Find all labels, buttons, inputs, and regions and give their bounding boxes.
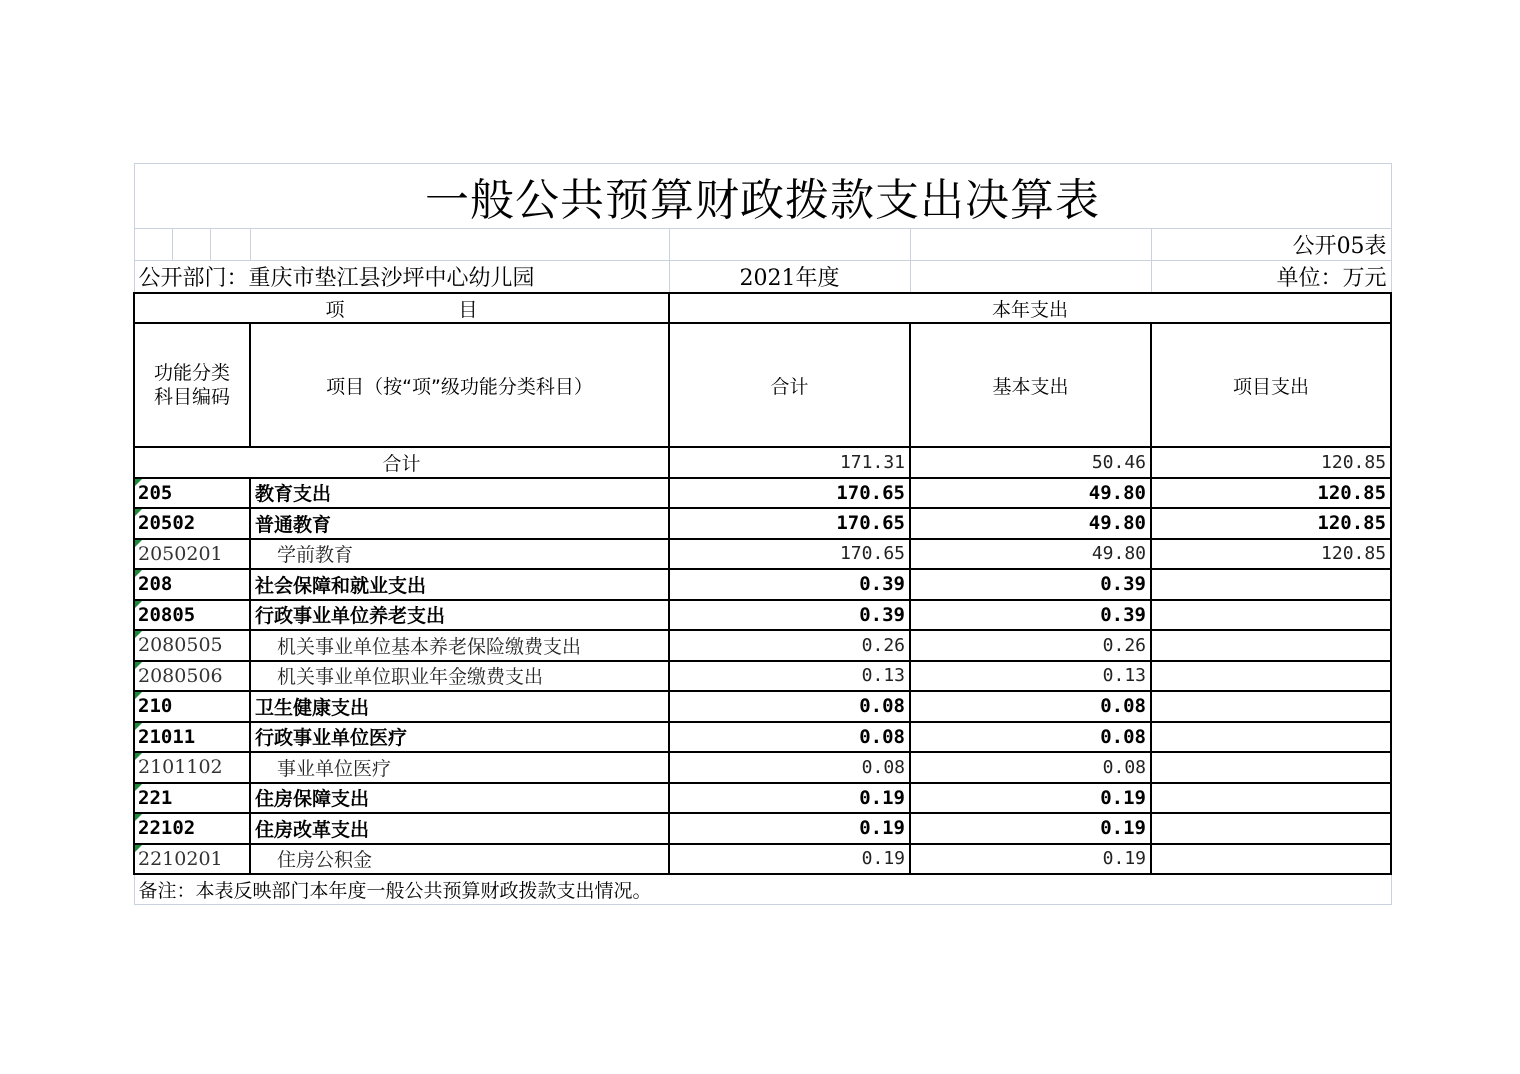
table-row	[134, 661, 1391, 692]
blank-cell	[134, 229, 172, 261]
table-row	[134, 478, 1391, 509]
row-code	[134, 600, 250, 631]
row-code-text: 22102	[138, 817, 196, 840]
row-project	[1151, 661, 1391, 692]
row-name: 卫生健康支出	[250, 691, 669, 722]
cell-marker-icon	[135, 814, 142, 821]
header-expense: 本年支出	[669, 293, 1391, 323]
unit-label: 单位：万元	[1151, 261, 1391, 294]
row-name: 事业单位医疗	[250, 752, 669, 783]
row-code	[134, 813, 250, 844]
table-row	[134, 722, 1391, 753]
cell-marker-icon	[135, 540, 142, 547]
row-code-text: 20502	[138, 512, 196, 535]
department-label: 公开部门：重庆市垫江县沙坪中心幼儿园	[134, 261, 669, 294]
table-number: 公开05表	[1151, 229, 1391, 261]
blank-cell	[250, 229, 669, 261]
cell-marker-icon	[135, 570, 142, 577]
row-basic: 0.19	[910, 783, 1151, 814]
row-basic: 0.26	[910, 630, 1151, 661]
cell-marker-icon	[135, 845, 142, 852]
blank-cell	[669, 229, 910, 261]
header-project: 项目支出	[1151, 323, 1391, 447]
row-total: 0.19	[669, 783, 910, 814]
row-project	[1151, 722, 1391, 753]
row-basic: 0.39	[910, 569, 1151, 600]
row-code-text: 20805	[138, 603, 196, 626]
row-total: 0.13	[669, 661, 910, 692]
cell-marker-icon	[135, 662, 142, 669]
total-sum: 171.31	[669, 447, 910, 478]
row-code-text: 210	[138, 695, 173, 718]
row-name: 社会保障和就业支出	[250, 569, 669, 600]
row-name: 机关事业单位职业年金缴费支出	[250, 661, 669, 692]
table-row	[134, 569, 1391, 600]
table-row	[134, 813, 1391, 844]
row-code	[134, 569, 250, 600]
table-row	[134, 691, 1391, 722]
row-project	[1151, 783, 1391, 814]
row-total: 170.65	[669, 539, 910, 570]
row-project	[1151, 691, 1391, 722]
row-code-text: 2050201	[138, 542, 223, 565]
table-row	[134, 752, 1391, 783]
row-code-text: 221	[138, 786, 173, 809]
row-name: 机关事业单位基本养老保险缴费支出	[250, 630, 669, 661]
header-total: 合计	[669, 323, 910, 447]
row-code	[134, 752, 250, 783]
header-name: 项目（按“项”级功能分类科目）	[250, 323, 669, 447]
table-row	[134, 783, 1391, 814]
row-total: 0.39	[669, 569, 910, 600]
table-row	[134, 844, 1391, 875]
table-row	[134, 630, 1391, 661]
table-row	[134, 539, 1391, 570]
row-name: 教育支出	[250, 478, 669, 509]
row-project	[1151, 752, 1391, 783]
row-basic: 0.19	[910, 844, 1151, 875]
blank-cell	[210, 229, 250, 261]
row-total: 0.08	[669, 752, 910, 783]
row-basic: 0.08	[910, 722, 1151, 753]
row-code-text: 205	[138, 481, 173, 504]
header-item: 项 目	[134, 293, 669, 323]
row-total: 0.39	[669, 600, 910, 631]
row-code	[134, 478, 250, 509]
header-basic: 基本支出	[910, 323, 1151, 447]
row-code-text: 2101102	[138, 756, 223, 779]
budget-sheet	[133, 163, 1390, 905]
row-basic: 0.08	[910, 691, 1151, 722]
row-code-text: 2080505	[138, 634, 223, 657]
budget-table	[133, 163, 1392, 905]
cell-marker-icon	[135, 631, 142, 638]
row-code-text: 21011	[138, 725, 196, 748]
row-name: 普通教育	[250, 508, 669, 539]
row-code	[134, 844, 250, 875]
row-name: 行政事业单位医疗	[250, 722, 669, 753]
row-code	[134, 661, 250, 692]
footnote: 备注：本表反映部门本年度一般公共预算财政拨款支出情况。	[134, 874, 1391, 904]
total-project: 120.85	[1151, 447, 1391, 478]
cell-marker-icon	[135, 723, 142, 730]
row-code-text: 208	[138, 573, 173, 596]
row-project	[1151, 630, 1391, 661]
row-project	[1151, 600, 1391, 631]
row-project: 120.85	[1151, 478, 1391, 509]
row-code	[134, 783, 250, 814]
total-label: 合计	[134, 447, 669, 478]
row-name: 住房保障支出	[250, 783, 669, 814]
row-name: 住房改革支出	[250, 813, 669, 844]
row-total: 0.19	[669, 844, 910, 875]
row-project	[1151, 813, 1391, 844]
cell-marker-icon	[135, 479, 142, 486]
row-total: 0.08	[669, 722, 910, 753]
row-total: 0.19	[669, 813, 910, 844]
cell-marker-icon	[135, 509, 142, 516]
table-row	[134, 508, 1391, 539]
cell-marker-icon	[135, 753, 142, 760]
row-basic: 0.13	[910, 661, 1151, 692]
row-total: 170.65	[669, 508, 910, 539]
page-title: 一般公共预算财政拨款支出决算表	[134, 164, 1391, 229]
row-code-text: 2080506	[138, 664, 223, 687]
row-name: 学前教育	[250, 539, 669, 570]
row-code	[134, 630, 250, 661]
row-basic: 49.80	[910, 478, 1151, 509]
cell-marker-icon	[135, 692, 142, 699]
row-project: 120.85	[1151, 539, 1391, 570]
total-basic: 50.46	[910, 447, 1151, 478]
blank-cell	[910, 229, 1151, 261]
row-total: 0.08	[669, 691, 910, 722]
row-code	[134, 691, 250, 722]
row-name: 住房公积金	[250, 844, 669, 875]
blank-cell	[910, 261, 1151, 294]
blank-cell	[172, 229, 210, 261]
fiscal-year: 2021年度	[669, 261, 910, 294]
row-total: 0.26	[669, 630, 910, 661]
row-code	[134, 539, 250, 570]
table-row	[134, 600, 1391, 631]
row-total: 170.65	[669, 478, 910, 509]
cell-marker-icon	[135, 784, 142, 791]
header-code: 功能分类科目编码	[134, 323, 250, 447]
row-project: 120.85	[1151, 508, 1391, 539]
cell-marker-icon	[135, 601, 142, 608]
row-basic: 0.19	[910, 813, 1151, 844]
row-basic: 0.39	[910, 600, 1151, 631]
row-code	[134, 722, 250, 753]
row-code	[134, 508, 250, 539]
row-basic: 49.80	[910, 508, 1151, 539]
row-code-text: 2210201	[138, 847, 223, 870]
row-project	[1151, 569, 1391, 600]
row-basic: 0.08	[910, 752, 1151, 783]
row-project	[1151, 844, 1391, 875]
row-name: 行政事业单位养老支出	[250, 600, 669, 631]
row-basic: 49.80	[910, 539, 1151, 570]
